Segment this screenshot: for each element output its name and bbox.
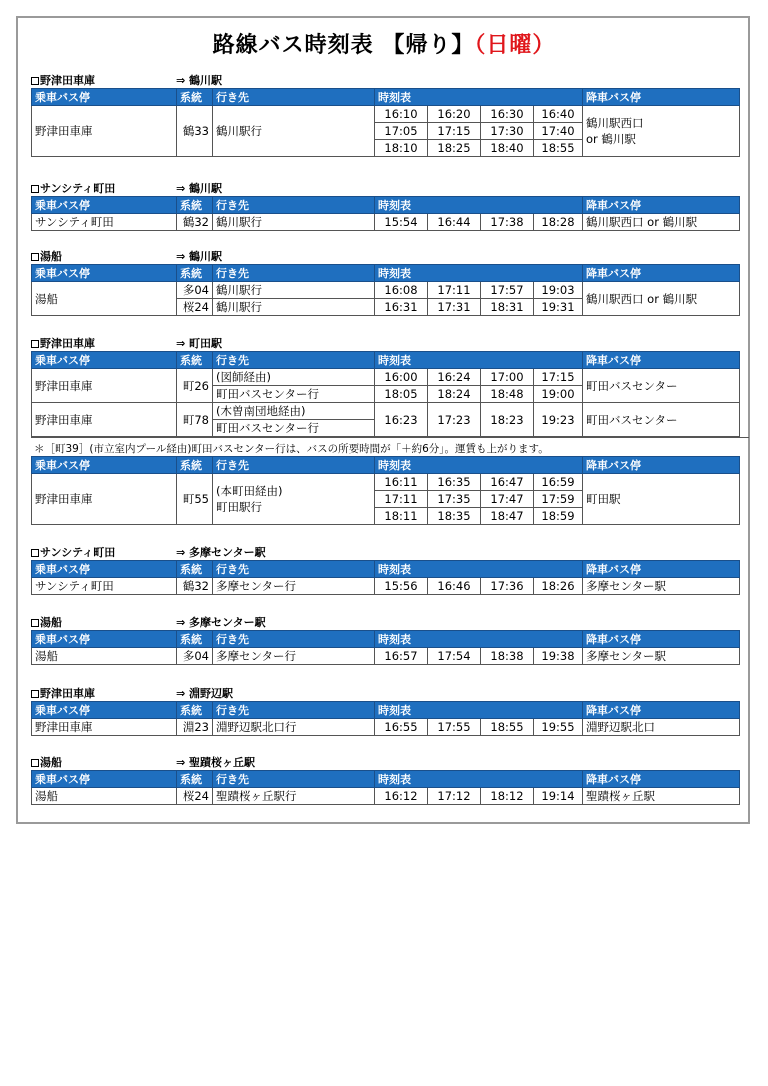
stop-cell: 湯船 — [32, 788, 177, 805]
time-cell: 16:24 — [428, 369, 481, 386]
timetable — [31, 456, 740, 525]
section-origin: サンシティ町田 — [40, 546, 116, 559]
header-dest: 行き先 — [213, 771, 375, 788]
timetable-section — [31, 544, 739, 595]
time-cell: 16:10 — [375, 106, 428, 123]
time-cell: 16:55 — [375, 719, 428, 736]
header-times: 時刻表 — [375, 265, 583, 282]
checkbox-icon — [31, 759, 39, 767]
route-cell: 鶴33 — [177, 106, 213, 157]
header-stop: 乗車バス停 — [32, 352, 177, 369]
section-destination: ⇒ 多摩センター駅 — [176, 546, 266, 559]
timetable — [31, 630, 740, 665]
checkbox-icon — [31, 340, 39, 348]
time-cell: 16:23 — [375, 403, 428, 437]
header-dest: 行き先 — [213, 457, 375, 474]
header-dest: 行き先 — [213, 352, 375, 369]
alight-cell: 聖蹟桜ヶ丘駅 — [583, 788, 740, 805]
time-cell: 18:47 — [481, 508, 534, 525]
dest-cell: 多摩センター行 — [213, 648, 375, 665]
dest-cell — [213, 474, 375, 525]
header-times: 時刻表 — [375, 702, 583, 719]
time-cell: 19:00 — [534, 386, 583, 403]
section-header — [31, 335, 739, 351]
time-cell: 17:54 — [428, 648, 481, 665]
header-alight: 降車バス停 — [583, 265, 740, 282]
time-cell: 18:40 — [481, 140, 534, 157]
section-header — [31, 180, 739, 196]
checkbox-icon — [31, 549, 39, 557]
time-cell: 16:46 — [428, 578, 481, 595]
time-cell: 16:57 — [375, 648, 428, 665]
dest-cell: 鶴川駅行 — [213, 299, 375, 316]
day-label: （日曜） — [474, 33, 556, 58]
header-dest: 行き先 — [213, 561, 375, 578]
time-cell: 16:47 — [481, 474, 534, 491]
dest-line: (本町田経由) — [216, 484, 283, 498]
stop-cell: 湯船 — [32, 282, 177, 316]
table-row — [32, 106, 740, 123]
section-origin: 野津田車庫 — [40, 687, 95, 700]
time-cell: 17:00 — [481, 369, 534, 386]
stop-cell: 野津田車庫 — [32, 106, 177, 157]
section-destination: ⇒ 鶴川駅 — [176, 250, 223, 263]
time-cell: 16:11 — [375, 474, 428, 491]
header-stop: 乗車バス停 — [32, 561, 177, 578]
checkbox-icon — [31, 690, 39, 698]
timetable — [31, 264, 740, 316]
time-cell: 17:36 — [481, 578, 534, 595]
timetable — [31, 88, 740, 157]
alight-cell: 淵野辺駅北口 — [583, 719, 740, 736]
alight-cell: 町田駅 — [583, 474, 740, 525]
header-alight: 降車バス停 — [583, 197, 740, 214]
route-cell: 多04 — [177, 648, 213, 665]
time-cell: 16:31 — [375, 299, 428, 316]
section-header — [31, 544, 739, 560]
timetable-section — [31, 335, 739, 437]
section-origin: サンシティ町田 — [40, 182, 116, 195]
header-stop: 乗車バス停 — [32, 265, 177, 282]
time-cell: 16:12 — [375, 788, 428, 805]
section-header — [31, 72, 739, 88]
header-times: 時刻表 — [375, 457, 583, 474]
table-row — [32, 578, 740, 595]
checkbox-icon — [31, 77, 39, 85]
alight-cell: 多摩センター駅 — [583, 578, 740, 595]
dest-cell: 鶴川駅行 — [213, 214, 375, 231]
time-cell: 19:14 — [534, 788, 583, 805]
time-cell: 18:48 — [481, 386, 534, 403]
checkbox-icon — [31, 185, 39, 193]
time-cell: 17:15 — [534, 369, 583, 386]
timetable — [31, 770, 740, 805]
time-cell: 18:25 — [428, 140, 481, 157]
header-times: 時刻表 — [375, 631, 583, 648]
section-destination: ⇒ 鶴川駅 — [176, 182, 223, 195]
section-origin: 野津田車庫 — [40, 74, 95, 87]
time-cell: 17:38 — [481, 214, 534, 231]
time-cell: 18:12 — [481, 788, 534, 805]
time-cell: 17:23 — [428, 403, 481, 437]
section-destination: ⇒ 町田駅 — [176, 337, 223, 350]
alight-line: or 鶴川駅 — [586, 132, 636, 146]
time-cell: 17:11 — [375, 491, 428, 508]
stop-cell: 湯船 — [32, 648, 177, 665]
header-times: 時刻表 — [375, 89, 583, 106]
alight-line: 鶴川駅西口 — [586, 116, 644, 130]
alight-cell: 多摩センター駅 — [583, 648, 740, 665]
alight-cell — [583, 106, 740, 157]
time-cell: 17:11 — [428, 282, 481, 299]
route-cell: 多04 — [177, 282, 213, 299]
time-cell: 18:10 — [375, 140, 428, 157]
dest-line: 町田駅行 — [216, 500, 262, 514]
table-row — [32, 719, 740, 736]
time-cell: 16:00 — [375, 369, 428, 386]
header-times: 時刻表 — [375, 771, 583, 788]
header-stop: 乗車バス停 — [32, 702, 177, 719]
time-cell: 16:08 — [375, 282, 428, 299]
time-cell: 18:35 — [428, 508, 481, 525]
alight-cell: 鶴川駅西口 or 鶴川駅 — [583, 214, 740, 231]
dest-cell: 町田バスセンター行 — [213, 420, 375, 437]
time-cell: 16:44 — [428, 214, 481, 231]
time-cell: 17:57 — [481, 282, 534, 299]
header-alight: 降車バス停 — [583, 771, 740, 788]
time-cell: 18:59 — [534, 508, 583, 525]
dest-cell: 聖蹟桜ヶ丘駅行 — [213, 788, 375, 805]
time-cell: 15:54 — [375, 214, 428, 231]
dest-cell: 鶴川駅行 — [213, 106, 375, 157]
route-cell: 鶴32 — [177, 578, 213, 595]
route-cell: 町55 — [177, 474, 213, 525]
header-route: 系統 — [177, 352, 213, 369]
section-origin: 野津田車庫 — [40, 337, 95, 350]
time-cell: 18:05 — [375, 386, 428, 403]
stop-cell: 野津田車庫 — [32, 474, 177, 525]
time-cell: 18:28 — [534, 214, 583, 231]
timetable-section — [31, 72, 739, 157]
checkbox-icon — [31, 619, 39, 627]
alight-cell: 町田バスセンター — [583, 369, 740, 403]
time-cell: 17:05 — [375, 123, 428, 140]
dest-cell: 鶴川駅行 — [213, 282, 375, 299]
time-cell: 19:38 — [534, 648, 583, 665]
header-alight: 降車バス停 — [583, 561, 740, 578]
header-times: 時刻表 — [375, 197, 583, 214]
section-header — [31, 685, 739, 701]
table-row — [32, 788, 740, 805]
header-alight: 降車バス停 — [583, 352, 740, 369]
time-cell: 19:55 — [534, 719, 583, 736]
alight-cell: 鶴川駅西口 or 鶴川駅 — [583, 282, 740, 316]
table-row — [32, 369, 740, 386]
stop-cell: サンシティ町田 — [32, 578, 177, 595]
time-cell: 18:24 — [428, 386, 481, 403]
table-row — [32, 403, 740, 420]
route-cell: 桜24 — [177, 299, 213, 316]
footnote: ＊［町39］(市立室内プール経由)町田バスセンター行は、バスの所要時間が「＋約6分」。運賃も上がります。 — [34, 443, 549, 455]
header-route: 系統 — [177, 771, 213, 788]
section-destination: ⇒ 淵野辺駅 — [176, 687, 234, 700]
time-cell: 17:59 — [534, 491, 583, 508]
page-title: 路線バス時刻表 【帰り】（日曜） — [212, 33, 556, 58]
header-dest: 行き先 — [213, 702, 375, 719]
header-stop: 乗車バス停 — [32, 631, 177, 648]
route-cell: 桜24 — [177, 788, 213, 805]
header-alight: 降車バス停 — [583, 457, 740, 474]
header-route: 系統 — [177, 265, 213, 282]
timetable-section — [31, 754, 739, 805]
dest-cell: (木曽南団地経由) — [213, 403, 375, 420]
header-dest: 行き先 — [213, 265, 375, 282]
section-origin: 湯船 — [40, 616, 62, 629]
timetable-section — [31, 248, 739, 316]
time-cell: 19:03 — [534, 282, 583, 299]
time-cell: 18:31 — [481, 299, 534, 316]
header-alight: 降車バス停 — [583, 89, 740, 106]
timetable-section — [31, 456, 739, 525]
timetable-section — [31, 685, 739, 736]
section-destination: ⇒ 聖蹟桜ヶ丘駅 — [176, 756, 256, 769]
header-alight: 降車バス停 — [583, 631, 740, 648]
table-row — [32, 474, 740, 491]
header-route: 系統 — [177, 702, 213, 719]
header-stop: 乗車バス停 — [32, 771, 177, 788]
stop-cell: サンシティ町田 — [32, 214, 177, 231]
header-stop: 乗車バス停 — [32, 197, 177, 214]
time-cell: 17:35 — [428, 491, 481, 508]
dest-cell: (図師経由) — [213, 369, 375, 386]
time-cell: 16:40 — [534, 106, 583, 123]
section-origin: 湯船 — [40, 756, 62, 769]
table-row — [32, 648, 740, 665]
time-cell: 19:31 — [534, 299, 583, 316]
time-cell: 17:15 — [428, 123, 481, 140]
section-destination: ⇒ 多摩センター駅 — [176, 616, 266, 629]
time-cell: 17:47 — [481, 491, 534, 508]
dest-cell: 町田バスセンター行 — [213, 386, 375, 403]
header-route: 系統 — [177, 631, 213, 648]
time-cell: 16:20 — [428, 106, 481, 123]
table-row — [32, 214, 740, 231]
dest-cell: 多摩センター行 — [213, 578, 375, 595]
header-route: 系統 — [177, 561, 213, 578]
section-header — [31, 754, 739, 770]
route-cell: 淵23 — [177, 719, 213, 736]
route-cell: 町26 — [177, 369, 213, 403]
header-alight: 降車バス停 — [583, 702, 740, 719]
header-times: 時刻表 — [375, 561, 583, 578]
timetable — [31, 560, 740, 595]
time-cell: 19:23 — [534, 403, 583, 437]
stop-cell: 野津田車庫 — [32, 369, 177, 403]
alight-cell: 町田バスセンター — [583, 403, 740, 437]
divider — [31, 437, 749, 438]
header-times: 時刻表 — [375, 352, 583, 369]
time-cell: 17:55 — [428, 719, 481, 736]
route-cell: 町78 — [177, 403, 213, 437]
time-cell: 18:11 — [375, 508, 428, 525]
time-cell: 16:59 — [534, 474, 583, 491]
checkbox-icon — [31, 253, 39, 261]
stop-cell: 野津田車庫 — [32, 403, 177, 437]
time-cell: 18:38 — [481, 648, 534, 665]
time-cell: 15:56 — [375, 578, 428, 595]
route-cell: 鶴32 — [177, 214, 213, 231]
header-route: 系統 — [177, 457, 213, 474]
dest-cell: 淵野辺駅北口行 — [213, 719, 375, 736]
header-dest: 行き先 — [213, 89, 375, 106]
header-stop: 乗車バス停 — [32, 457, 177, 474]
header-dest: 行き先 — [213, 631, 375, 648]
time-cell: 18:55 — [534, 140, 583, 157]
stop-cell: 野津田車庫 — [32, 719, 177, 736]
timetable — [31, 196, 740, 231]
timetable — [31, 701, 740, 736]
time-cell: 18:26 — [534, 578, 583, 595]
section-header — [31, 614, 739, 630]
time-cell: 16:30 — [481, 106, 534, 123]
time-cell: 17:12 — [428, 788, 481, 805]
section-origin: 湯船 — [40, 250, 62, 263]
timetable — [31, 351, 740, 437]
time-cell: 17:40 — [534, 123, 583, 140]
time-cell: 17:30 — [481, 123, 534, 140]
time-cell: 18:23 — [481, 403, 534, 437]
section-destination: ⇒ 鶴川駅 — [176, 74, 223, 87]
time-cell: 16:35 — [428, 474, 481, 491]
table-row — [32, 282, 740, 299]
header-route: 系統 — [177, 197, 213, 214]
time-cell: 17:31 — [428, 299, 481, 316]
header-stop: 乗車バス停 — [32, 89, 177, 106]
timetable-section — [31, 180, 739, 231]
time-cell: 18:55 — [481, 719, 534, 736]
header-dest: 行き先 — [213, 197, 375, 214]
header-route: 系統 — [177, 89, 213, 106]
section-header — [31, 248, 739, 264]
timetable-section — [31, 614, 739, 665]
